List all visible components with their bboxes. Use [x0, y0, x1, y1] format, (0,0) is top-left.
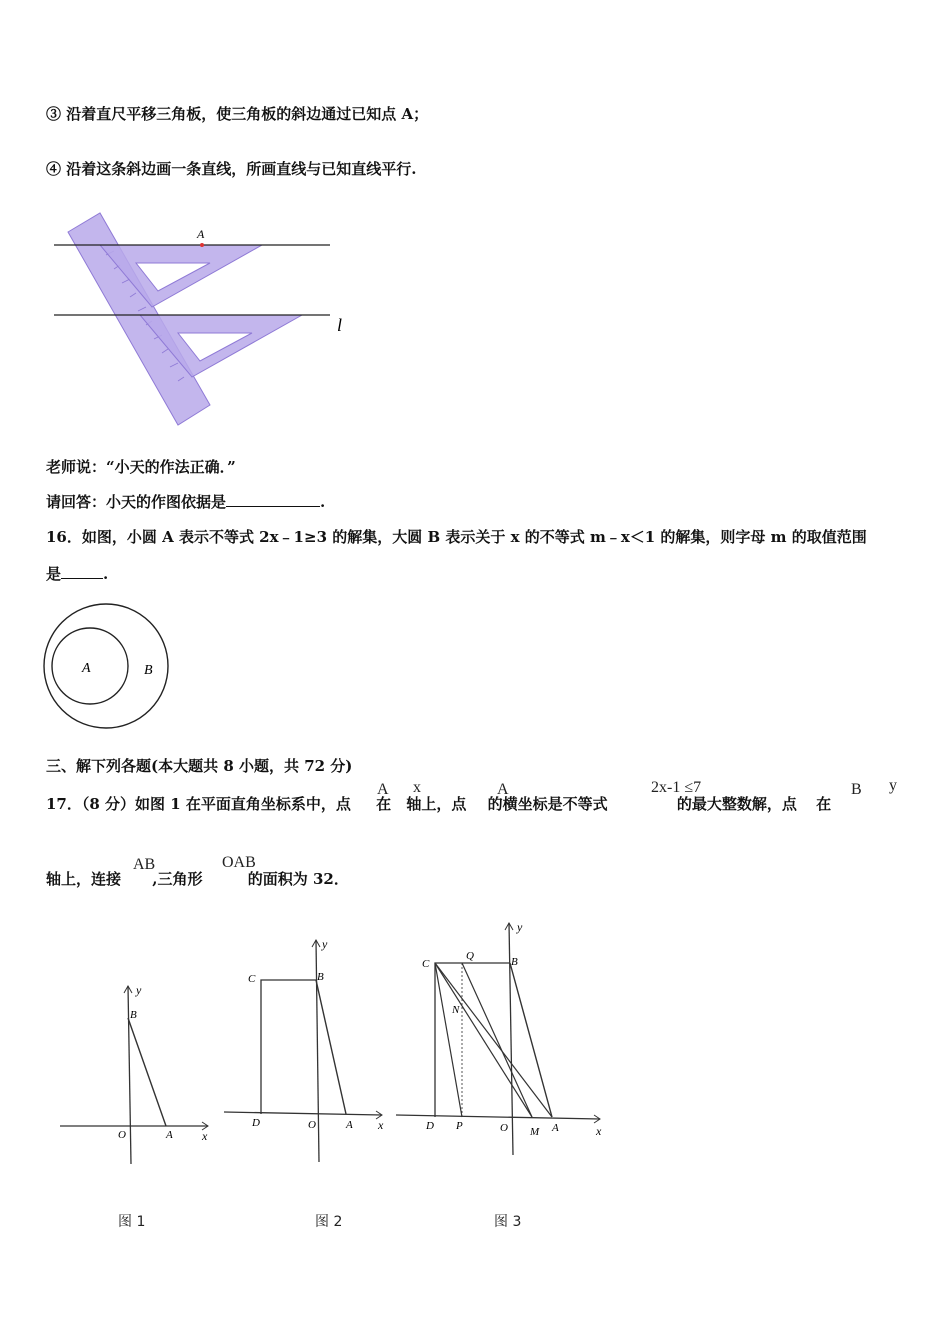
f1-a: A	[166, 1129, 173, 1141]
q17-a1: A	[377, 781, 389, 798]
f3-n: N	[452, 1004, 460, 1016]
q17-line2	[46, 868, 349, 889]
q17-p6: ,三角形	[152, 870, 203, 888]
q17-ab: AB	[133, 856, 156, 873]
f3-m: M	[530, 1126, 540, 1138]
q16-line1: 16．如图，小圆 A 表示不等式 2x﹣1≥3 的解集，大圆 B 表示关于 x 的不等式 m﹣x＜1 的解集，则字母 m 的取值范围	[46, 528, 867, 546]
section-3-heading: 三、解下列各题(本大题共 8 小题，共 72 分)	[46, 757, 353, 775]
f2-a: A	[346, 1119, 353, 1131]
caption-fig2: 图 2	[315, 1214, 343, 1230]
q17-p4: 的最大整数解，点	[676, 795, 797, 813]
circles-figure	[40, 600, 175, 732]
f3-y: y	[517, 920, 523, 934]
q17-a2: A	[497, 781, 509, 798]
f3-p: P	[456, 1120, 463, 1132]
f3-x: x	[596, 1124, 602, 1138]
caption-fig3: 图 3	[494, 1214, 522, 1230]
f3-o: O	[500, 1122, 508, 1134]
f2-c: C	[248, 973, 256, 985]
q17-p3: 的横坐标是不等式	[487, 795, 608, 813]
teacher-said-text: 老师说：“小天的作法正确．”	[46, 458, 236, 476]
point-a	[200, 243, 204, 247]
q17-p1: 17．（8 分）如图 1 在平面直角坐标系中，点	[46, 795, 351, 813]
q17-p5: 轴上，连接	[46, 870, 122, 888]
q17-p7: 的面积为 32．	[247, 870, 349, 888]
coord-figure-1	[58, 980, 218, 1170]
f1-x: x	[202, 1129, 208, 1143]
f1-o: O	[118, 1129, 126, 1141]
q16-blank[interactable]	[61, 564, 103, 579]
line-l-label: l	[337, 315, 343, 335]
q17-line1	[46, 793, 831, 814]
f2-x: x	[378, 1118, 384, 1132]
caption-fig1: 图 1	[118, 1214, 146, 1230]
f2-o: O	[308, 1119, 316, 1131]
f3-a: A	[552, 1122, 559, 1134]
q17-zai1: 在	[376, 795, 392, 813]
f3-d: D	[426, 1120, 434, 1132]
f2-d: D	[252, 1117, 260, 1129]
f2-b: B	[317, 971, 324, 983]
step-4-text: ④ 沿着这条斜边画一条直线，所画直线与已知直线平行.	[46, 160, 417, 178]
circle-b-label: B	[144, 663, 153, 678]
f3-q: Q	[466, 950, 474, 962]
q17-ineq: 2x-1 ≤7	[651, 779, 702, 796]
f3-c: C	[422, 958, 430, 970]
circle-a-label: A	[82, 661, 91, 676]
q16-line2: 是 .	[46, 565, 109, 583]
f2-y: y	[322, 937, 328, 951]
answer-prompt: 请回答：小天的作图依据是 .	[46, 493, 326, 511]
coord-figure-3	[392, 915, 612, 1165]
ruler-triangle-figure	[40, 205, 360, 435]
q17-oab: OAB	[222, 854, 256, 871]
answer-prompt-text: 请回答：小天的作图依据是	[46, 493, 227, 511]
point-a-label: A	[197, 227, 205, 241]
q17-zai2: 在	[816, 795, 832, 813]
f3-b: B	[511, 956, 518, 968]
q17-y1: y	[889, 777, 897, 794]
f1-y: y	[136, 983, 142, 997]
f1-b: B	[130, 1009, 137, 1021]
step-3-text: ③ 沿着直尺平移三角板，使三角板的斜边通过已知点 A；	[46, 105, 429, 123]
q17-p2: 轴上，点	[406, 795, 467, 813]
coord-figure-2	[220, 930, 400, 1170]
q16-line2-prefix: 是	[46, 565, 62, 583]
q17-b1: B	[851, 781, 862, 798]
q17-x1: x	[413, 779, 421, 796]
answer-blank[interactable]	[226, 492, 320, 507]
